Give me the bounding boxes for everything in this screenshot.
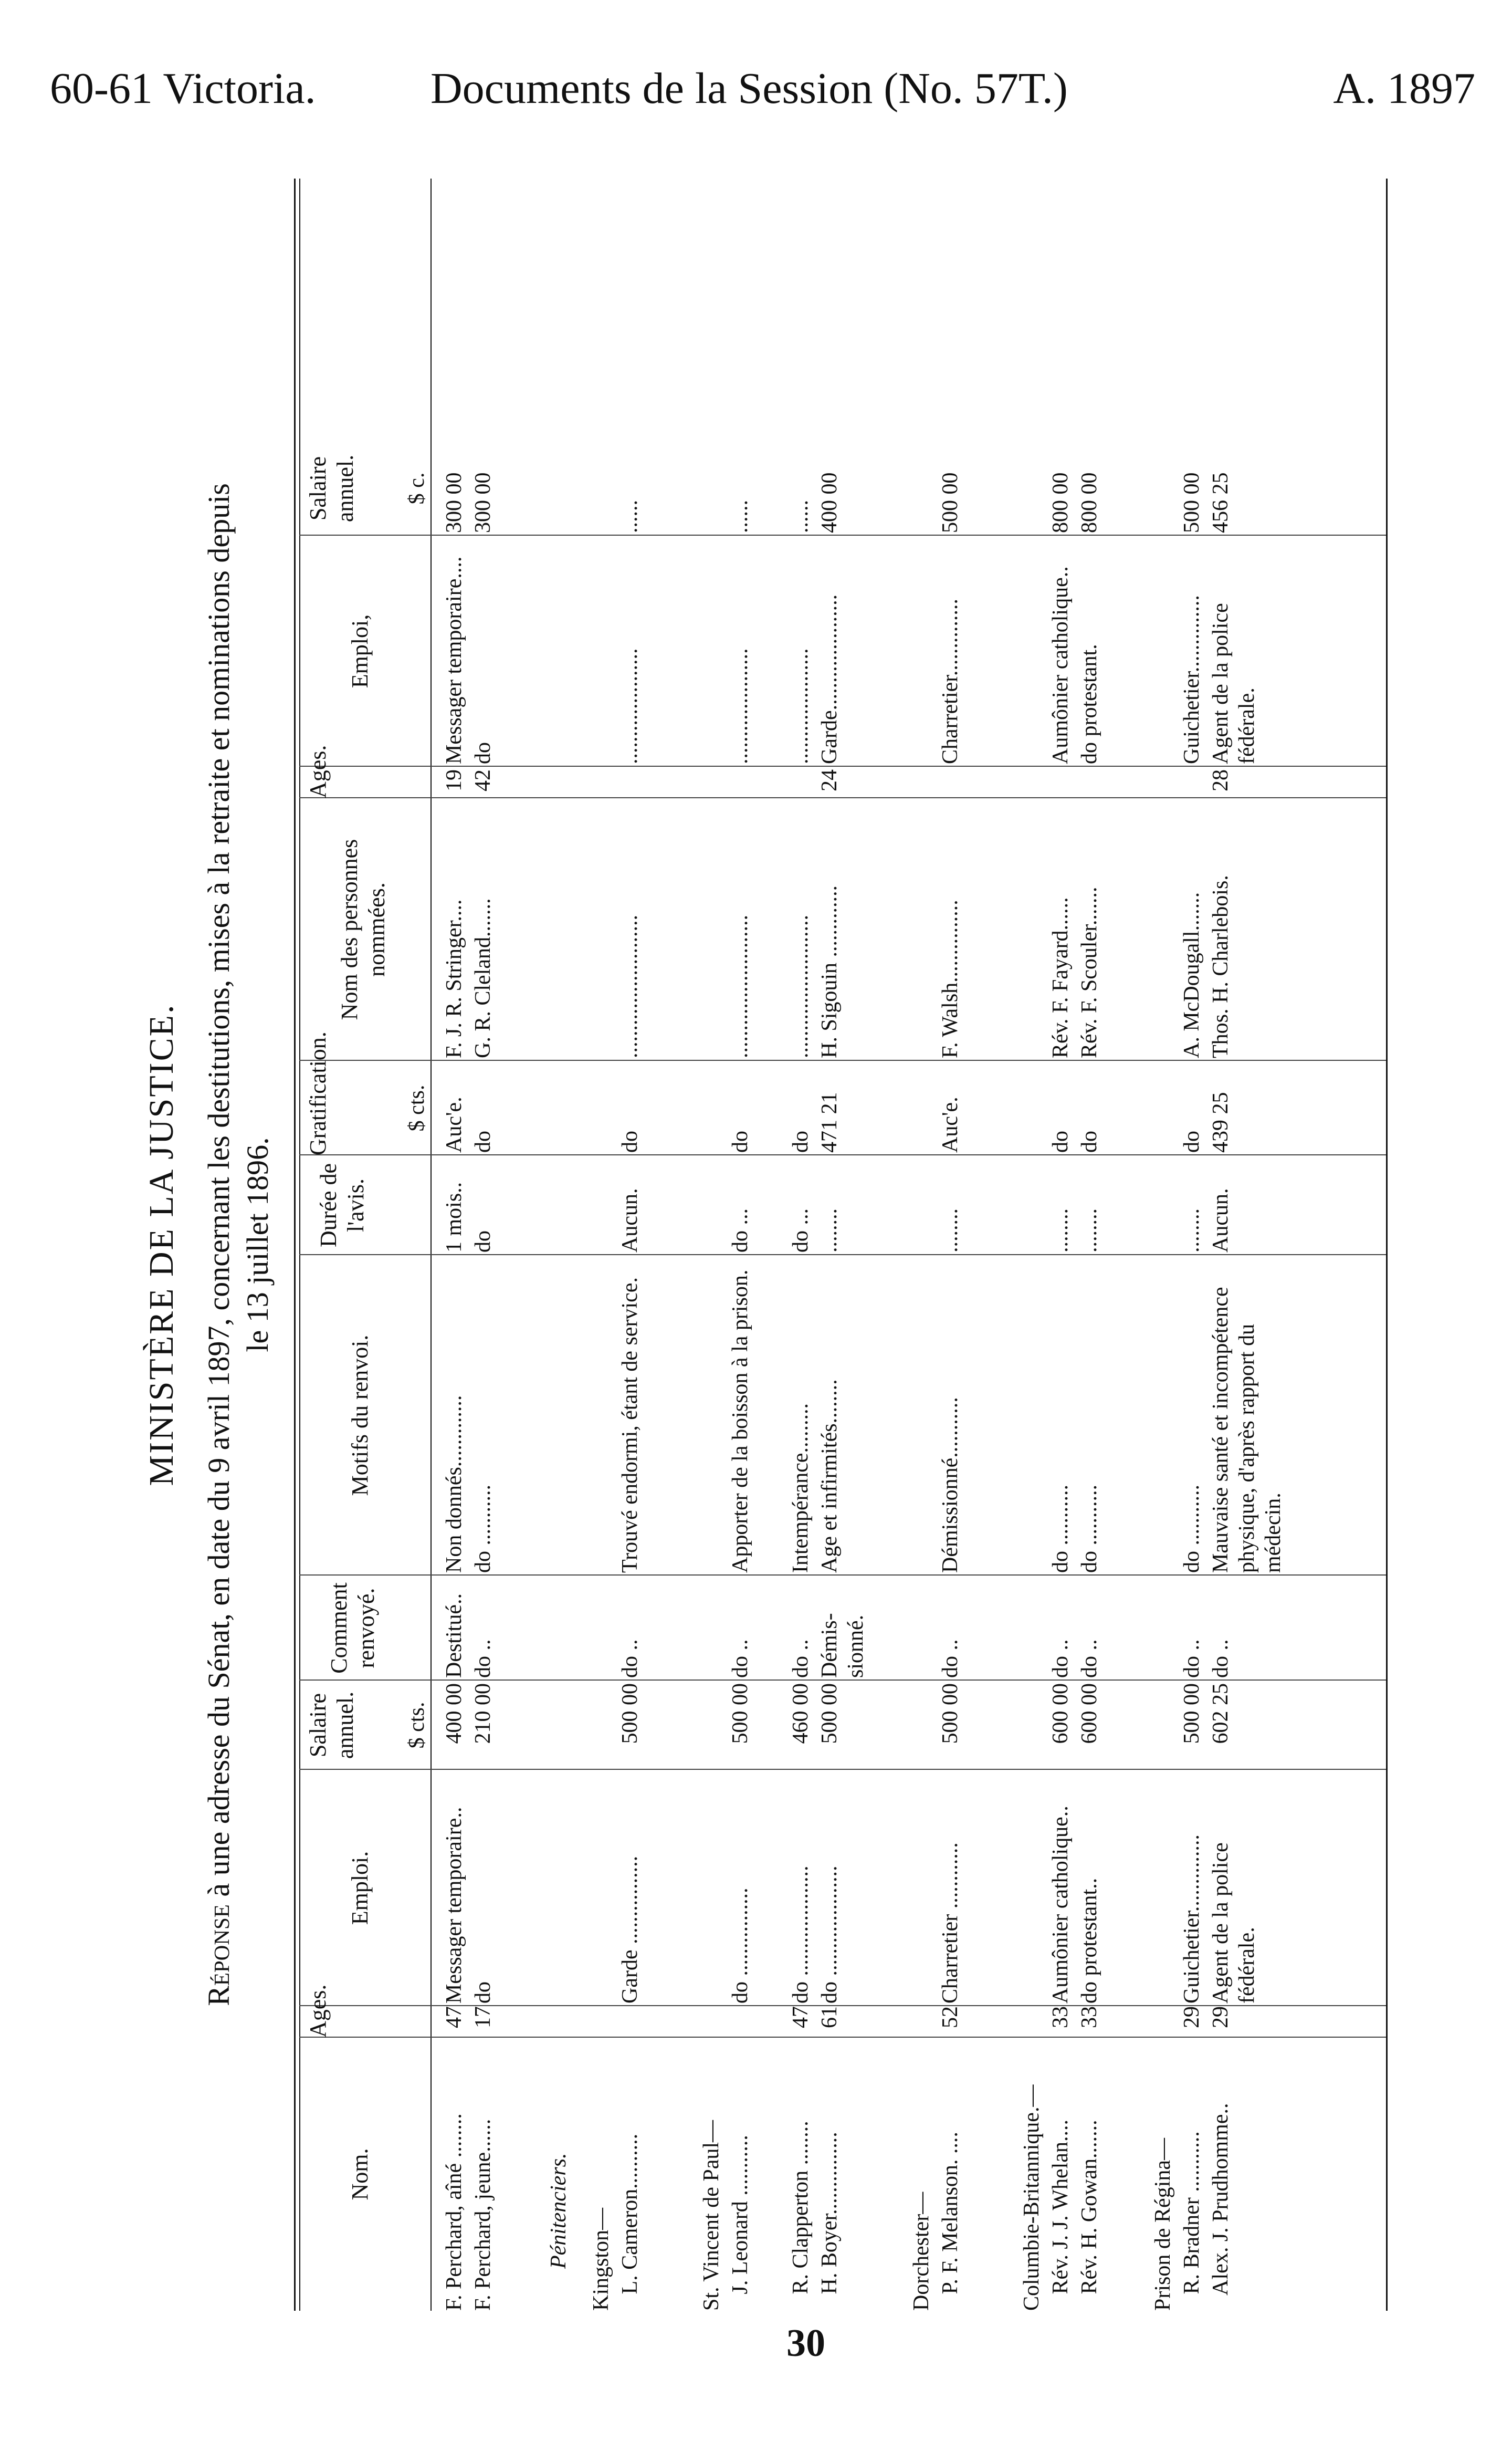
cell-salaire: 500 00 <box>1180 1683 1204 1744</box>
table-bottom-rule <box>1386 179 1388 2311</box>
cell-comment: Destitué.. <box>442 1593 466 1678</box>
col-header-ages: Ages. <box>305 1984 331 2038</box>
cell-duree: ........ <box>817 1208 842 1253</box>
cell-age: 52 <box>938 2006 962 2028</box>
cell-nom: R. Clapperton ........ <box>789 2121 813 2311</box>
cell-nom: Rév. H. Gowan....... <box>1077 2120 1101 2311</box>
cell-motifs: do ........... <box>1180 1485 1204 1573</box>
cell-age: 33 <box>1048 2006 1073 2028</box>
col-header-emploi-2: Emploi, <box>347 614 373 689</box>
cell-salaire: 500 00 <box>938 1683 962 1744</box>
col-sep <box>299 1154 1386 1155</box>
cell-duree: Aucun. <box>1209 1188 1233 1253</box>
cell-salaire2: ...... <box>728 500 752 533</box>
cell-emploi: do ................ <box>728 1887 752 2004</box>
cell-nomme: Thos. H. Charlebois. <box>1209 875 1233 1058</box>
cell-emploi2: Messager temporaire.... <box>442 556 466 764</box>
cell-nom: H. Boyer............... <box>817 2132 842 2311</box>
ministry-title: MINISTÈRE DE LA JUSTICE. <box>142 1003 181 1486</box>
col-header-gratification: Gratification. <box>305 1031 331 1155</box>
cell-grat: do <box>471 1131 495 1153</box>
cell-age: 29 <box>1209 2006 1233 2028</box>
cell-age: 33 <box>1077 2006 1101 2028</box>
cell-nomme: Rév. F. Fayard...... <box>1048 897 1073 1058</box>
col-sep <box>299 1769 1386 1770</box>
cell-comment: Démis-sionné. <box>817 1613 868 1678</box>
grat-unit: $ cts. <box>405 1084 429 1132</box>
cell-nom: Alex. J. Prudhomme.. <box>1209 2103 1233 2311</box>
col-sep <box>299 1680 1386 1681</box>
cell-comment: do .. <box>1077 1639 1101 1678</box>
cell-grat: do <box>1048 1131 1073 1153</box>
col-header-motifs: Motifs du renvoi. <box>347 1334 373 1496</box>
cell-grat: do <box>618 1131 642 1153</box>
cell-emploi: Agent de la police fédérale. <box>1209 1842 1259 2004</box>
cell-emploi2: Guichetier.............. <box>1180 595 1204 764</box>
col-header-duree: Durée de l'avis. <box>316 1163 369 1248</box>
cell-duree: do ... <box>789 1208 813 1253</box>
cell-grat: Auc'e. <box>442 1097 466 1153</box>
cell-age: 29 <box>1180 2006 1204 2028</box>
cell-emploi2: Agent de la police fédérale. <box>1209 603 1259 764</box>
intro-line-2: le 13 juillet 1896. <box>240 1137 275 1352</box>
cell-emploi2: ..................... <box>728 648 752 764</box>
cell-salaire2: 456 25 <box>1209 472 1233 533</box>
col-header-comment: Comment renvoyé. <box>326 1582 379 1674</box>
cell-comment: do .. <box>728 1639 752 1678</box>
header-document-title: Documents de la Session (No. 57T.) <box>430 64 1068 113</box>
header-session-year: 60-61 Victoria. <box>50 64 316 113</box>
cell-emploi2: Garde..................... <box>817 594 842 764</box>
cell-salaire: 600 00 <box>1048 1683 1073 1744</box>
cell-salaire2: 800 00 <box>1077 472 1101 533</box>
cell-salaire2: 500 00 <box>1180 472 1204 533</box>
cell-nom: Columbie-Britannique.— <box>1020 2084 1044 2311</box>
cell-nomme: .......................... <box>728 915 752 1058</box>
cell-salaire2: 500 00 <box>938 472 962 533</box>
cell-emploi2: do protestant. <box>1077 644 1101 764</box>
cell-salaire: 500 00 <box>728 1683 752 1744</box>
cell-salaire2: 300 00 <box>471 472 495 533</box>
cell-comment: do .. <box>471 1639 495 1678</box>
cell-age: 47 <box>442 2006 466 2028</box>
cell-emploi2: Aumônier catholique.. <box>1048 566 1073 764</box>
col-header-salaire-2: Salaire annuel. <box>305 454 358 523</box>
cell-duree: 1 mois.. <box>442 1182 466 1253</box>
section-label: Pénitenciers. <box>547 2153 571 2269</box>
cell-nom: Dorchester— <box>909 2192 933 2311</box>
cell-salaire2: ...... <box>789 500 813 533</box>
table-top-rule-inner <box>299 179 300 2311</box>
cell-comment: do .. <box>1180 1639 1204 1678</box>
cell-salaire: 600 00 <box>1077 1683 1101 1744</box>
cell-motifs: do ........... <box>471 1485 495 1573</box>
col-header-salaire: Salaire annuel. <box>305 1691 358 1759</box>
cell-motifs: Age et infirmités........ <box>817 1379 842 1573</box>
cell-comment: do .. <box>618 1639 642 1678</box>
cell-grat: do <box>789 1131 813 1153</box>
cell-duree: ........ <box>938 1208 962 1253</box>
cell-salaire: 400 00 <box>442 1683 466 1744</box>
cell-nomme: A. McDougall....... <box>1180 892 1204 1058</box>
col-sep <box>299 797 1386 798</box>
cell-nom: F. Perchard, jeune...... <box>471 2119 495 2311</box>
cell-emploi: Garde ................ <box>618 1855 642 2004</box>
cell-duree: do <box>471 1230 495 1253</box>
intro-line-1: à une adresse du Sénat, en date du 9 avril 1897, concernant les destitutions, mises à la retraite et nominations depuis <box>202 483 236 1897</box>
cell-salaire: 500 00 <box>618 1683 642 1744</box>
intro-text <box>200 179 277 2311</box>
rotated-table-page <box>126 179 1418 2311</box>
cell-grat: 439 25 <box>1209 1092 1233 1153</box>
cell-emploi: do <box>471 1981 495 2004</box>
page-number: 30 <box>786 2322 825 2365</box>
cell-nom: Kingston— <box>589 2207 613 2311</box>
cell-nomme: Rév. F. Scouler....... <box>1077 886 1101 1058</box>
col-sep <box>299 1060 1386 1061</box>
header-volume: A. 1897 <box>1333 64 1475 113</box>
cell-age: 17 <box>471 2006 495 2028</box>
cell-motifs: Démissionné........... <box>938 1397 962 1573</box>
cell-salaire: 500 00 <box>817 1683 842 1744</box>
cell-salaire2: 800 00 <box>1048 472 1073 533</box>
cell-nomme: .......................... <box>789 915 813 1058</box>
cell-salaire2: 400 00 <box>817 472 842 533</box>
cell-duree: Aucun. <box>618 1188 642 1253</box>
salaire-unit: $ cts. <box>405 1702 429 1749</box>
cell-motifs: do ........... <box>1077 1485 1101 1573</box>
cell-nom: St. Vincent de Paul— <box>699 2120 723 2311</box>
cell-salaire: 602 25 <box>1209 1683 1233 1744</box>
cell-emploi: do .................... <box>817 1865 842 2004</box>
col-sep <box>299 1574 1386 1576</box>
col-sep <box>299 1254 1386 1255</box>
cell-nomme: F. Walsh............... <box>938 900 962 1058</box>
cell-grat: do <box>1077 1131 1101 1153</box>
cell-emploi: Aumônier catholique.. <box>1048 1806 1073 2004</box>
cell-salaire2: 300 00 <box>442 472 466 533</box>
cell-motifs: Apporter de la boisson à la prison. <box>728 1269 752 1573</box>
col-sep <box>299 535 1386 536</box>
col-header-emploi: Emploi. <box>347 1851 373 1925</box>
cell-duree: do ... <box>728 1208 752 1253</box>
cell-emploi2: Charretier.............. <box>938 599 962 764</box>
cell-salaire: 210 00 <box>471 1683 495 1744</box>
cell-emploi2: ..................... <box>789 648 813 764</box>
cell-nom: Rév. J. J. Whelan.... <box>1048 2120 1073 2311</box>
cell-age2: 42 <box>471 769 495 791</box>
cell-duree: ........ <box>1180 1208 1204 1253</box>
cell-nom: P. F. Melanson. .... <box>938 2132 962 2311</box>
cell-nom: Prison de Régina— <box>1151 2138 1175 2311</box>
cell-emploi: do protestant.. <box>1077 1877 1101 2004</box>
cell-motifs: Non donnés............. <box>442 1395 466 1573</box>
cell-nom: L. Cameron.......... <box>618 2133 642 2311</box>
cell-salaire: 460 00 <box>789 1683 813 1744</box>
cell-comment: do .. <box>1209 1639 1233 1678</box>
col-sep <box>299 766 1386 767</box>
cell-salaire2: ...... <box>618 500 642 533</box>
cell-nom: J. Leonard ........... <box>728 2135 752 2311</box>
cell-motifs: Mauvaise santé et incompétence physique, d'après rapport du médecin. <box>1209 1287 1285 1573</box>
cell-motifs: Trouvé endormi, étant de service. <box>618 1277 642 1573</box>
cell-emploi2: ..................... <box>618 648 642 764</box>
col-header-ages-2: Ages. <box>305 745 331 798</box>
cell-emploi2: do <box>471 742 495 764</box>
cell-nomme: F. J. R. Stringer.... <box>442 899 466 1058</box>
cell-emploi: Charretier ............ <box>938 1842 962 2004</box>
cell-nomme: .......................... <box>618 915 642 1058</box>
cell-comment: do .. <box>938 1639 962 1678</box>
col-header-nom: Nom. <box>347 2148 373 2200</box>
salaire2-unit: $ c. <box>405 472 429 505</box>
cell-emploi: do .................... <box>789 1865 813 2004</box>
intro-prefix: Réponse <box>202 1904 236 2006</box>
cell-age2: 28 <box>1209 769 1233 791</box>
cell-age2: 24 <box>817 769 842 791</box>
cell-emploi: Guichetier.............. <box>1180 1834 1204 2004</box>
cell-motifs: Intempérance......... <box>789 1403 813 1573</box>
cell-nomme: G. R. Cleland....... <box>471 898 495 1058</box>
cell-nom: F. Perchard, aîné ........ <box>442 2113 466 2311</box>
cell-duree: ........ <box>1048 1208 1073 1253</box>
cell-nomme: H. Sigouin ............. <box>817 885 842 1058</box>
cell-grat: Auc'e. <box>938 1097 962 1153</box>
cell-grat: 471 21 <box>817 1092 842 1153</box>
cell-grat: do <box>1180 1131 1204 1153</box>
table-top-rule <box>294 179 296 2311</box>
cell-age: 61 <box>817 2006 842 2028</box>
col-header-nom-nommees: Nom des personnes nommées. <box>337 839 390 1020</box>
cell-age2: 19 <box>442 769 466 791</box>
cell-comment: do .. <box>1048 1639 1073 1678</box>
cell-nom: R. Bradner ........... <box>1180 2131 1204 2311</box>
cell-age: 47 <box>789 2006 813 2028</box>
cell-emploi: Messager temporaire.. <box>442 1807 466 2004</box>
cell-comment: do .. <box>789 1639 813 1678</box>
cell-motifs: do ........... <box>1048 1485 1073 1573</box>
cell-duree: ........ <box>1077 1208 1101 1253</box>
header-bottom-rule <box>430 179 432 2311</box>
cell-grat: do <box>728 1131 752 1153</box>
